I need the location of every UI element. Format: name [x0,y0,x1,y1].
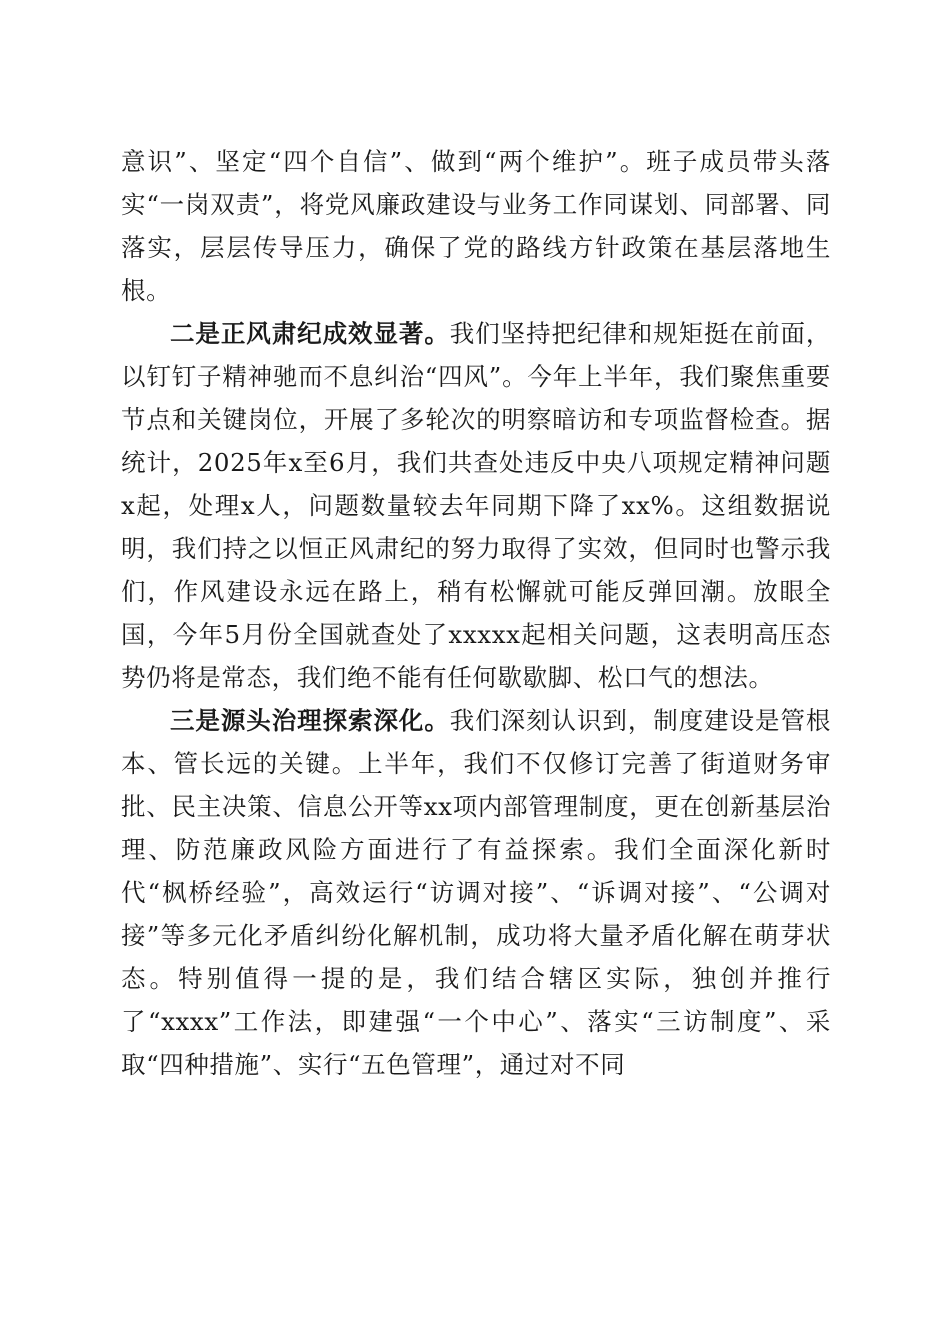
paragraph-discipline [121,312,831,699]
paragraph-text: 我们深刻认识到，制度建设是管根本、管长远的关键。上半年，我们不仅修订完善了街道财务审批、民主决策、信息公开等xx项内部管理制度，更在创新基层治理、防范廉政风险方面进行了有益探索。我们全面深化新时代“枫桥经验”，高效运行“访调对接”、“诉调对接”、“公调对接”等多元化矛盾纠纷化解机制，成功将大量矛盾化解在萌芽状态。特别值得一提的是，我们结合辖区实际，独创并推行了“xxxx”工作法，即建强“一个中心”、落实“三访制度”、采取“四种措施”、实行“五色管理”，通过对不同 [121,706,831,1079]
paragraph-text: 意识”、坚定“四个自信”、做到“两个维护”。班子成员带头落实“一岗双责”，将党风廉政建设与业务工作同谋划、同部署、同落实，层层传导压力，确保了党的路线方针政策在基层落地生根。 [121,147,831,305]
paragraph-governance [121,699,831,1086]
paragraph-heading: 三是源头治理探索深化。 [170,706,450,735]
paragraph-heading: 二是正风肃纪成效显著。 [170,319,450,348]
paragraph-text: 我们坚持把纪律和规矩挺在前面，以钉钉子精神驰而不息纠治“四风”。今年上半年，我们聚焦重要节点和关键岗位，开展了多轮次的明察暗访和专项监督检查。据统计，2025年x至6月，我们共查处违反中央八项规定精神问题x起，处理x人，问题数量较去年同期下降了xx%。这组数据说明，我们持之以恒正风肃纪的努力取得了实效，但同时也警示我们，作风建设永远在路上，稍有松懈就可能反弹回潮。放眼全国，今年5月份全国就查处了xxxxx起相关问题，这表明高压态势仍将是常态，我们绝不能有任何歇歇脚、松口气的想法。 [121,319,831,692]
document-body [121,140,831,1086]
paragraph-continuation [121,140,831,312]
